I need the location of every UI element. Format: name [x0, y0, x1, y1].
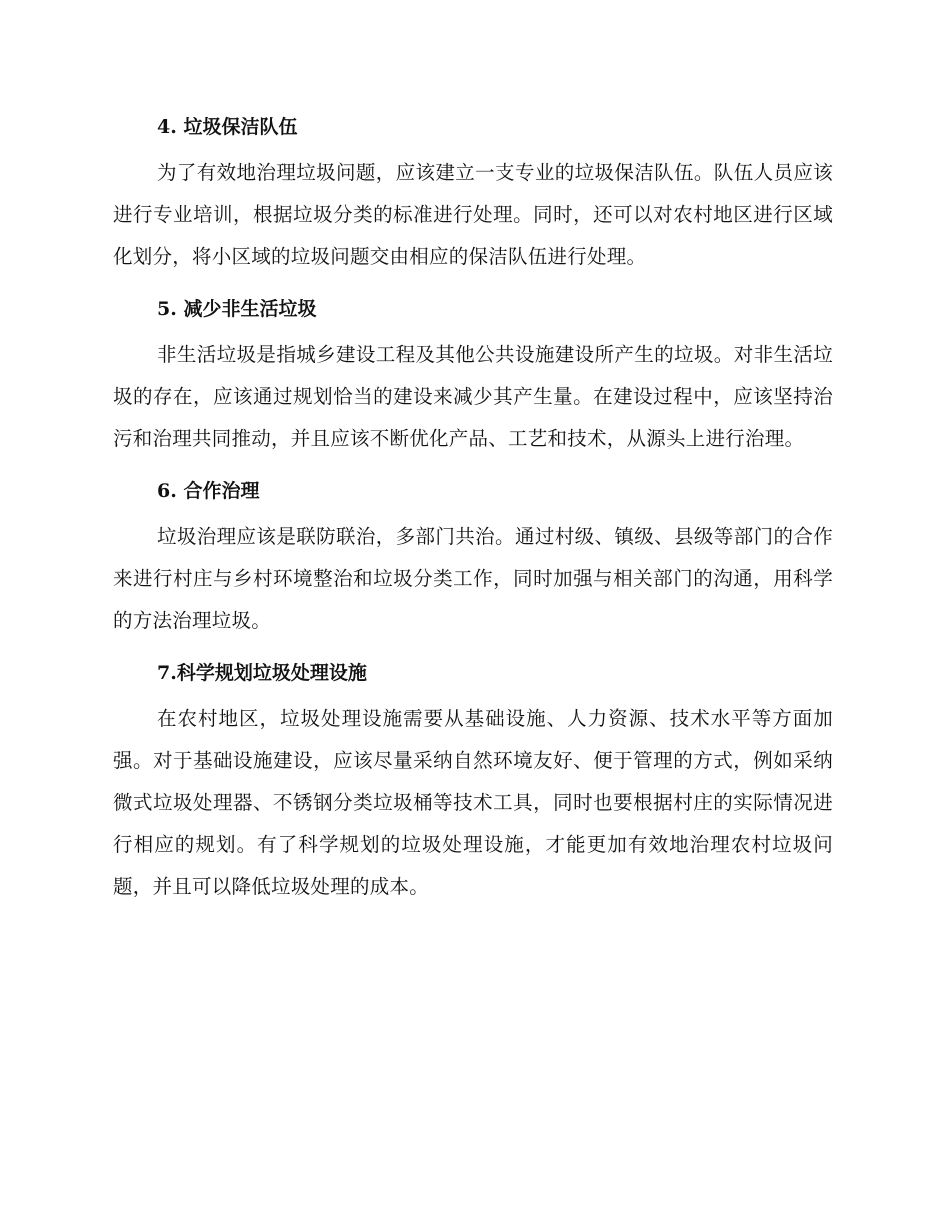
document-content — [113, 104, 833, 916]
section-heading: 5. 减少非生活垃圾 — [157, 298, 317, 320]
section-heading: 7.科学规划垃圾处理设施 — [157, 662, 367, 684]
section-heading: 4. 垃圾保洁队伍 — [157, 116, 298, 138]
section-paragraph: 在农村地区，垃圾处理设施需要从基础设施、人力资源、技术水平等方面加强。对于基础设施建设，应该尽量采纳自然环境友好、便于管理的方式，例如采纳微式垃圾处理器、不锈钢分类垃圾桶等技术工具，同时也要根据村庄的实际情况进行相应的规划。有了科学规划的垃圾处理设施，才能更加有效地治理农村垃圾问题，并且可以降低垃圾处理的成本。 — [113, 707, 833, 898]
section-paragraph: 垃圾治理应该是联防联治，多部门共治。通过村级、镇级、县级等部门的合作来进行村庄与乡村环境整治和垃圾分类工作，同时加强与相关部门的沟通，用科学的方法治理垃圾。 — [113, 525, 833, 632]
section-paragraph: 为了有效地治理垃圾问题，应该建立一支专业的垃圾保洁队伍。队伍人员应该进行专业培训，根据垃圾分类的标准进行处理。同时，还可以对农村地区进行区域化划分，将小区域的垃圾问题交由相应的保洁队伍进行处理。 — [113, 161, 833, 268]
section-heading: 6. 合作治理 — [157, 480, 260, 502]
section-paragraph: 非生活垃圾是指城乡建设工程及其他公共设施建设所产生的垃圾。对非生活垃圾的存在，应该通过规划恰当的建设来减少其产生量。在建设过程中，应该坚持治污和治理共同推动，并且应该不断优化产品、工艺和技术，从源头上进行治理。 — [113, 343, 833, 450]
